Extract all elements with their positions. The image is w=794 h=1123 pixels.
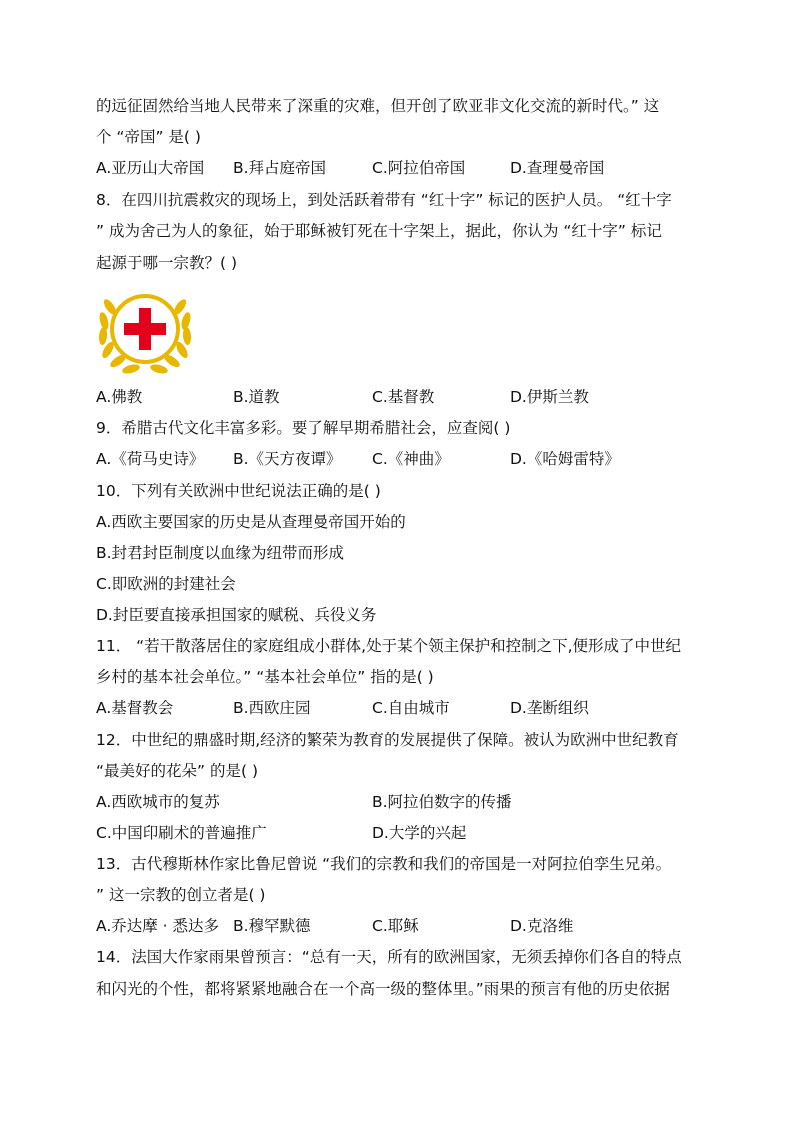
- q14-line-1: 14．法国大作家雨果曾预言：“总有一天，所有的欧洲国家，无须丢掉你们各自的特点: [96, 948, 682, 966]
- q7-line-2: 个 “帝国” 是( ): [96, 128, 201, 146]
- q13-option-d: D.克洛维: [510, 917, 574, 935]
- q8-option-d: D.伊斯兰教: [510, 388, 589, 406]
- q9-option-b: B.《天方夜谭》: [233, 450, 342, 468]
- q7-option-d: D.查理曼帝国: [510, 159, 605, 177]
- q7-option-a: A.亚历山大帝国: [96, 159, 205, 177]
- q11-option-d: D.垄断组织: [510, 699, 589, 717]
- q10-option-b: B.封君封臣制度以血缘为纽带而形成: [96, 544, 345, 562]
- q10-line-1: 10．下列有关欧洲中世纪说法正确的是( ): [96, 482, 381, 500]
- q11-option-c: C.自由城市: [372, 699, 450, 717]
- q13-option-a: A.乔达摩 · 悉达多: [96, 917, 220, 935]
- q8-option-a: A.佛教: [96, 388, 143, 406]
- q12-line-1: 12．中世纪的鼎盛时期,经济的繁荣为教育的发展提供了保障。被认为欧洲中世纪教育: [96, 731, 679, 749]
- q13-line-2: ” 这一宗教的创立者是( ): [96, 886, 266, 904]
- q11-line-1: 11． “若干散落居住的家庭组成小群体,处于某个领主保护和控制之下,便形成了中世纪: [96, 637, 682, 655]
- q14-line-2: 和闪光的个性，都将紧紧地融合在一个高一级的整体里。”雨果的预言有他的历史依据: [96, 980, 670, 998]
- q10-option-a: A.西欧主要国家的历史是从查理曼帝国开始的: [96, 513, 406, 531]
- q8-option-c: C.基督教: [372, 388, 435, 406]
- red-cross-emblem-icon: [96, 283, 194, 377]
- q7-line-1: 的远征固然给当地人民带来了深重的灾难，但开创了欧亚非文化交流的新时代。” 这: [96, 97, 660, 115]
- q8-option-b: B.道教: [233, 388, 280, 406]
- q13-line-1: 13．古代穆斯林作家比鲁尼曾说 “我们的宗教和我们的帝国是一对阿拉伯孪生兄弟。: [96, 855, 672, 873]
- q8-line-3: 起源于哪一宗教？( ): [96, 254, 238, 272]
- q12-option-d: D.大学的兴起: [372, 824, 467, 842]
- q12-option-a: A.西欧城市的复苏: [96, 793, 220, 811]
- q9-line-1: 9．希腊古代文化丰富多彩。要了解早期希腊社会，应查阅( ): [96, 419, 511, 437]
- q10-option-c: C.即欧洲的封建社会: [96, 575, 236, 593]
- q12-option-c: C.中国印刷术的普遍推广: [96, 824, 267, 842]
- q9-option-c: C.《神曲》: [372, 450, 450, 468]
- q11-line-2: 乡村的基本社会单位。” “基本社会单位” 指的是( ): [96, 668, 434, 686]
- q9-option-d: D.《哈姆雷特》: [510, 450, 620, 468]
- q7-option-c: C.阿拉伯帝国: [372, 159, 466, 177]
- q12-option-b: B.阿拉伯数字的传播: [372, 793, 512, 811]
- q8-line-1: 8．在四川抗震救灾的现场上，到处活跃着带有 “红十字” 标记的医护人员。 “红十字: [96, 191, 672, 209]
- q7-option-b: B.拜占庭帝国: [233, 159, 327, 177]
- q8-line-2: ” 成为舍己为人的象征，始于耶稣被钉死在十字架上，据此，你认为 “红十字” 标记: [96, 222, 662, 240]
- q13-option-c: C.耶稣: [372, 917, 419, 935]
- q13-option-b: B.穆罕默德: [233, 917, 311, 935]
- q9-option-a: A.《荷马史诗》: [96, 450, 205, 468]
- q12-line-2: “最美好的花朵” 的是( ): [96, 762, 259, 780]
- q11-option-a: A.基督教会: [96, 699, 174, 717]
- q10-option-d: D.封臣要直接承担国家的赋税、兵役义务: [96, 606, 377, 624]
- q11-option-b: B.西欧庄园: [233, 699, 311, 717]
